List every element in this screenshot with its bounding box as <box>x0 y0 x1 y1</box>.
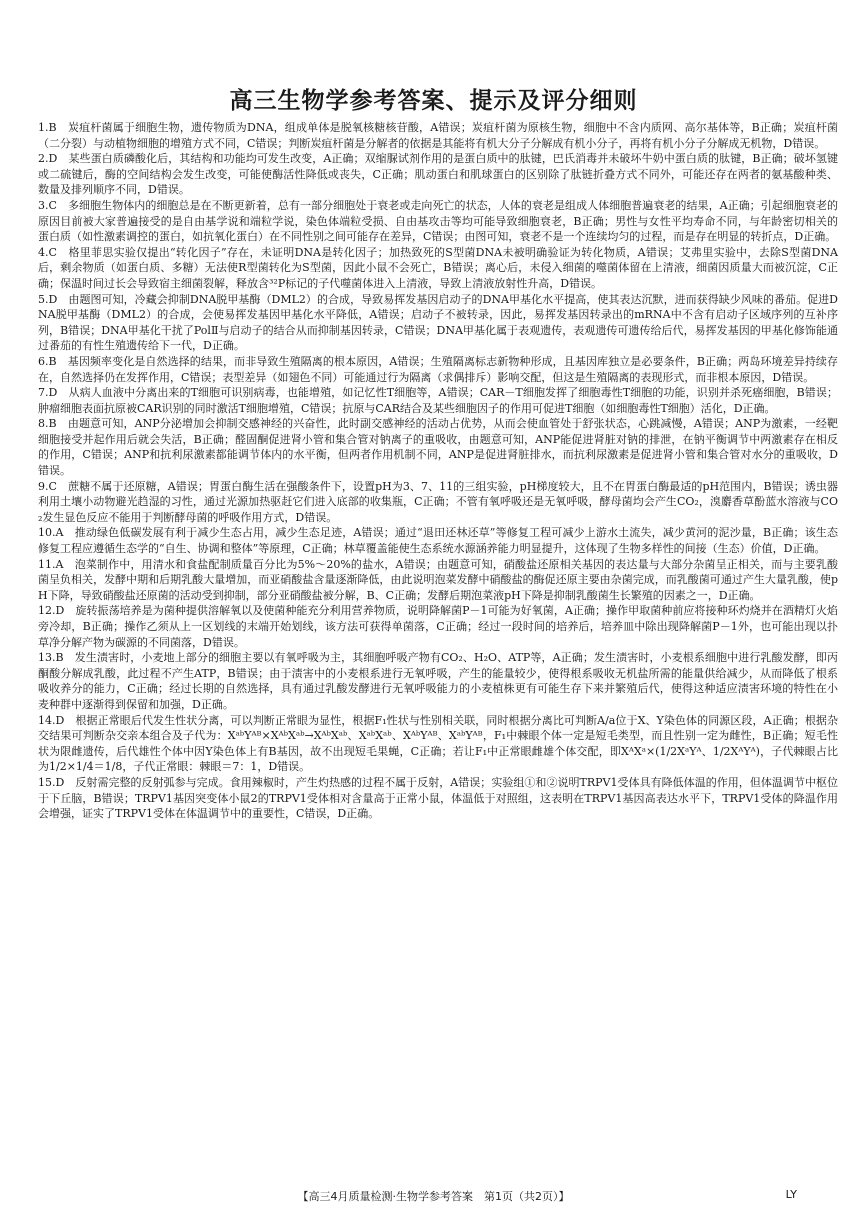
answer-item <box>38 479 838 526</box>
answer-text: 旋转振荡培养是为菌种提供溶解氧以及使菌种能充分利用营养物质，说明降解菌P－1可能为好氧菌，A正确；操作甲取菌种前应将接种环灼烧并在酒精灯火焰旁冷却，B正确；操作乙须从上一区划线的末端开始划线，该方法可获得单菌落，C正确；经过一段时间的培养后，培养皿中除出现降解菌P－1外，也可能出现以扑草净分解产物为碳源的不同菌落，D错误。 <box>38 604 839 649</box>
answer-item <box>38 650 838 712</box>
answer-number: 1.B <box>38 121 57 134</box>
answer-text: 炭疽杆菌属于细胞生物，遗传物质为DNA，组成单体是脱氧核糖核苷酸，A错误；炭疽杆菌为原核生物，细胞中不含内质网、高尔基体等，B正确；炭疽杆菌（二分裂）与动植物细胞的增殖方式不同，C错误；判断炭疽杆菌是分解者的依据是其能将有机大分子分解成有机小分子，再将有机小分子分解成无机物，D错误。 <box>38 121 839 150</box>
answer-text: 泡菜制作中，用清水和食盐配制质量百分比为5%～20%的盐水，A错误；由题意可知，硝酸盐还原相关基因的表达量与大部分杂菌呈正相关，而与主要乳酸菌呈负相关，发酵中期和后期乳酸大量增加，而亚硝酸盐含量逐渐降低，由此说明泡菜发酵中硝酸盐的酶促还原主要由杂菌完成，而乳酸菌可通过产生大量乳酸，使pH下降，导致硝酸盐还原菌的活动受到抑制，部分亚硝酸盐被分解，B、C正确；发酵后期泡菜液pH下降是抑制乳酸菌生长繁殖的因素之一，D正确。 <box>38 557 839 602</box>
answer-number: 2.D <box>38 152 58 166</box>
answer-number: 9.C <box>38 479 57 493</box>
answer-number: 14.D <box>38 713 65 727</box>
answer-text: 基因频率变化是自然选择的结果，而非导致生殖隔离的根本原因，A错误；生殖隔离标志新物种形成，且基因库独立是必要条件，B正确；两岛环境差异持续存在，自然选择仍在发挥作用，C错误；表型差异（如翅色不同）可能通过行为隔离（求偶排斥）影响交配，但这是生殖隔离的表现形式，而非根本原因，D错误。 <box>38 354 838 384</box>
answer-item <box>38 385 838 416</box>
footer-page-info: 【高三4月质量检测·生物学参考答案 第1页（共2页）】 <box>297 1190 570 1203</box>
page-title: 高三生物学参考答案、提示及评分细则 <box>229 88 638 114</box>
answer-number: 10.A <box>38 526 64 540</box>
answer-item <box>38 151 838 198</box>
answer-text: 某些蛋白质磷酸化后，其结构和功能均可发生改变，A正确；双缩脲试剂作用的是蛋白质中的肽键，巴氏消毒并未破坏牛奶中蛋白质的肽键，B正确；破坏氢键或二硫键后，酶的空间结构会发生改变，可能使酶活性降低或丧失，C正确；肌动蛋白和肌球蛋白的区别除了肽链折叠方式不同外，可能还存在两者的氨基酸种类、数量及排列顺序不同，D错误。 <box>38 152 839 197</box>
answer-text: 多细胞生物体内的细胞总是在不断更新着，总有一部分细胞处于衰老或走向死亡的状态，人体的衰老是组成人体细胞普遍衰老的结果，A正确；引起细胞衰老的原因目前被大家普遍接受的是自由基学说和端粒学说，染色体端粒受损、自由基攻击等均可能导致细胞衰老，B正确；男性与女性平均寿命不同，与年龄密切相关的蛋白质（如性激素调控的蛋白，如抗氧化蛋白）在不同性别之间可能存在差异，C错误；由图可知，衰老不是一个连续均匀的过程，而是存在明显的转折点，D正确。 <box>38 198 838 244</box>
answer-item <box>38 416 838 478</box>
answer-text: 由题图可知，冷藏会抑制DNA脱甲基酶（DML2）的合成，导致易挥发基因启动子的DNA甲基化水平提高，使其表达沉默，进而获得缺少风味的番茄。促进DNA脱甲基酶（DML2）的合成，会使易挥发基因甲基化水平降低，A错误；启动子不被转录，因此，易挥发基因转录出的mRNA中不含有启动子区域序列的互补序列，B错误；DNA甲基化干扰了PolⅡ与启动子的结合从而抑制基因转录，C错误；DNA甲基化属于表观遗传，表观遗传可遗传给后代，易挥发基因的甲基化修饰能通过番茄的有性生殖遗传给下一代，D正确。 <box>38 292 839 353</box>
answer-number: 13.B <box>38 651 64 665</box>
answer-number: 8.B <box>38 417 57 431</box>
answer-item <box>38 354 838 385</box>
answer-item <box>38 525 838 556</box>
answer-item <box>38 198 838 245</box>
answer-number: 5.D <box>38 292 58 306</box>
answer-number: 11.A <box>38 557 64 571</box>
answer-number: 4.C <box>38 245 57 259</box>
answer-number: 3.C <box>38 198 57 212</box>
answer-item <box>38 603 838 650</box>
answer-item <box>38 557 838 604</box>
footer-code: LY <box>785 1188 797 1201</box>
answer-item <box>38 120 838 151</box>
answer-text: 由题意可知，ANP分泌增加会抑制交感神经的兴奋性，此时副交感神经的活动占优势，从而会使血管处于舒张状态，心跳减慢，A错误；ANP为激素，一经靶细胞接受并起作用后就会失活，B正确；醛固酮促进肾小管和集合管对钠离子的重吸收，由题意可知，ANP能促进肾脏对钠的排泄，在钠平衡调节中两激素存在相反的作用，C错误；ANP和抗利尿激素都能调节体内的水平衡，但两者作用机制不同，ANP是促进肾脏排水，而抗利尿激素是促进肾小管和集合管对水分的重吸收，D错误。 <box>38 417 839 478</box>
answer-text: 反射需完整的反射弧参与完成。食用辣椒时，产生灼热感的过程不属于反射，A错误；实验组①和②说明TRPV1受体具有降低体温的作用，但体温调节中枢位于下丘脑，B错误；TRPV1基因突变体小鼠2的TRPV1受体相对含量高于正常小鼠，体温低于对照组，这表明在TRPV1基因高表达水平下，TRPV1受体的降温作用会增强，证实了TRPV1受体在体温调节中的重要性，C错误，D正确。 <box>38 775 839 821</box>
answer-text: 从病人血液中分离出来的T细胞可识别病毒，也能增殖，如记忆性T细胞等，A错误；CAR－T细胞发挥了细胞毒性T细胞的功能，识别并杀死癌细胞，B错误；肿瘤细胞表面抗原被CAR识别的同时激活T细胞增殖，C错误；抗原与CAR结合及某些细胞因子的作用可促进T细胞（如细胞毒性T细胞）活化，D正确。 <box>38 386 839 415</box>
answer-text: 格里菲思实验仅提出“转化因子”存在，未证明DNA是转化因子；加热致死的S型菌DNA未被明确验证为转化物质，A错误；艾弗里实验中，去除S型菌DNA后，剩余物质（如蛋白质、多糖）无法使R型菌转化为S型菌，因此小鼠不会死亡，B错误；离心后，未侵入细菌的噬菌体留在上清液，细菌因质量大而被沉淀，C正确；保温时间过长会导致宿主细菌裂解，释放含³²P标记的子代噬菌体进入上清液，导致上清液放射性升高，D错误。 <box>38 245 838 290</box>
answer-number: 15.D <box>38 775 65 789</box>
answer-text: 蔗糖不属于还原糖，A错误；胃蛋白酶生活在强酸条件下，设置pH为3、7、11的三组实验，pH梯度较大，且不在胃蛋白酶最适的pH范围内，B错误；诱虫器利用土壤小动物避光趋湿的习性，通过光源加热驱赶它们进入底部的收集瓶，C正确；不管有氧呼吸还是无氧呼吸，酵母菌均会产生CO₂，溴麝香草酚蓝水溶液与CO₂发生显色反应不能用于判断酵母菌的呼吸作用方式，D错误。 <box>38 479 839 524</box>
answer-text: 根据正常眼后代发生性状分离，可以判断正常眼为显性，根据F₁性状与性别相关联，同时根据分离比可判断A/a位于X、Y染色体的同源区段，A正确；根据杂交结果可判断杂交亲本组合及子代为：XᵃᵇYᴬᴮ×XᴬᵇXᵃᵇ→XᴬᵇXᵃᵇ、XᵃᵇXᵃᵇ、XᴬᵇYᴬᴮ、XᵃᵇYᴬᴮ，F₁中棘眼个体一定是短毛类型，而且性别一定为雌性，B正确；短毛性状为限雌遗传，后代雄性个体中因Y染色体上有B基因，故不出现短毛果蝇，C正确；若让F₁中正常眼雌雄个体交配，即XᴬXᵃ×(1/2XᵃYᴬ、1/2XᴬYᴬ)，子代棘眼占比为1/2×1/4＝1/8，子代正常眼：棘眼＝7：1，D错误。 <box>38 713 838 774</box>
answer-item <box>38 713 838 775</box>
answer-text: 发生渍害时，小麦地上部分的细胞主要以有氧呼吸为主，其细胞呼吸产物有CO₂、H₂O、ATP等，A正确；发生渍害时，小麦根系细胞中进行乳酸发酵，即丙酮酸分解成乳酸，此过程不产生ATP，B错误；由于渍害中的小麦根系进行无氧呼吸，产生的能量较少，使得根系吸收无机盐所需的能量供给减少，从而降低了根系吸收养分的能力，C正确；经过长期的自然选择，具有通过乳酸发酵进行无氧呼吸能力的小麦植株更有可能生存下来并繁殖后代，使得这种适应渍害环境的特性在小麦种群中逐渐得到保留和加强，D正确。 <box>38 651 839 711</box>
answer-text: 推动绿色低碳发展有利于减少生态占用，减少生态足迹，A错误；通过“退田还林还草”等修复工程可减少上游水土流失，减少黄河的泥沙量，B正确；该生态修复工程应遵循生态学的“自生、协调和整体”等原理，C正确；林草覆盖能使生态系统水源涵养能力明显提升，这体现了生物多样性的间接（生态）价值，D正确。 <box>38 526 838 556</box>
answer-list <box>38 120 838 822</box>
answer-item <box>38 245 838 292</box>
answer-item <box>38 292 838 354</box>
answer-item <box>38 775 838 822</box>
answer-number: 7.D <box>38 386 58 400</box>
answer-number: 12.D <box>38 604 65 618</box>
answer-number: 6.B <box>38 354 57 368</box>
